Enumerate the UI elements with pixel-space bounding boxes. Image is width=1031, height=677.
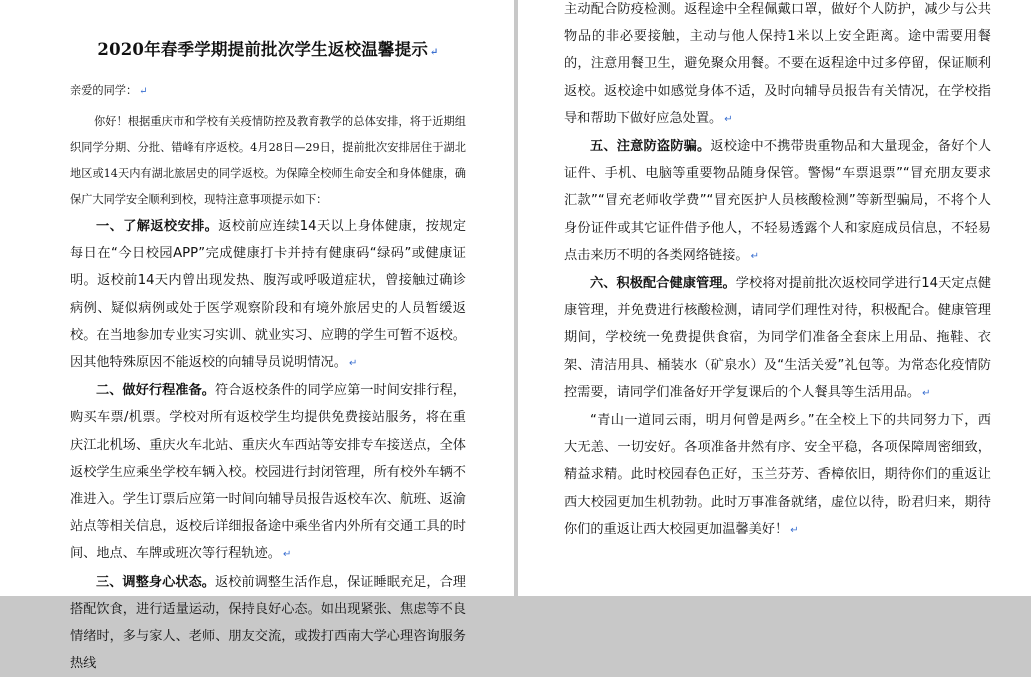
document-title: 2020年春季学期提前批次学生返校温馨提示 ↵ <box>97 40 439 59</box>
page-content <box>0 0 514 677</box>
section-body: 返校前应连续14天以上身体健康，按规定每日在“今日校园APP”完成健康打卡并持有健康码“绿码”或健康证明。返校前14天内曾出现发热、腹泻或呼吸道症状，曾接触过确诊病例、疑似病例或处于医学观察阶段和有境外旅居史的人员暂缓返校。在当地参加专业实习实训、就业实习、应聘的学生可暂不返校。因其他特殊原因不能返校的向辅导员说明情况。 <box>70 219 467 371</box>
section-heading: 三、调整身心状态。 <box>96 574 215 590</box>
section-heading: 二、做好行程准备。 <box>96 383 215 399</box>
paragraph-mark-icon: ↵ <box>750 250 760 262</box>
document-page-right <box>518 0 1031 596</box>
paragraph-mark-icon: ↵ <box>922 387 931 399</box>
page-content <box>518 0 1031 544</box>
section-heading: 一、了解返校安排。 <box>96 219 219 234</box>
section-paragraph <box>70 569 466 677</box>
section-paragraph <box>564 270 991 407</box>
section-paragraph <box>70 377 466 568</box>
section-paragraph <box>70 213 466 377</box>
closing-paragraph: “青山一道同云雨，明月何曾是两乡。”在全校上下的共同努力下，西大无恙、一切安好。各项准备井然有序、安全平稳，各项保障周密细致，精益求精。此时校园春色正好，玉兰芬芳、香樟依旧，期待你们的重返让西大校园更加生机勃勃。此时万事准备就绪，虚位以待，盼君归来，期待你们的重返让西大校园更加温馨美好！ ↵ <box>564 413 991 537</box>
section-body: 返校途中不携带贵重物品和大量现金，备好个人证件、手机、电脑等重要物品随身保管。警惕“车票退票”“冒充朋友要求汇款”“冒充老师收学费”“冒充医护人员核酸检测”等新型骗局，不将个人身份证件或其它证件借予他人，不轻易透露个人和家庭成员信息，不轻易点击来历不明的各类网络链接。 <box>564 139 992 263</box>
paragraph-mark-icon: ↵ <box>139 86 148 97</box>
paragraph-mark-icon: ↵ <box>283 549 292 561</box>
paragraph-mark-icon: ↵ <box>348 358 358 370</box>
intro-paragraph: 你好！根据重庆市和学校有关疫情防控及教育教学的总体安排，将于近期组织同学分期、分批、错峰有序返校。4月28日—29日，提前批次安排居住于湖北地区或14天内有湖北旅居史的同学返校。为保障全校师生命安全和身体健康，确保广大同学安全顺利到校，现特注意事项提示如下： <box>70 115 466 206</box>
continuation-paragraph: 主动配合防疫检测。返程途中全程佩戴口罩，做好个人防护，减少与公共物品的非必要接触，主动与他人保持1米以上安全距离。途中需要用餐的，注意用餐卫生，避免聚众用餐。不要在返程途中过多停留，保证顺利返校。返校途中如感觉身体不适，及时向辅导员报告有关情况，在学校指导和帮助下做好应急处置。 ↵ <box>564 2 991 126</box>
section-heading: 六、积极配合健康管理。 <box>590 276 736 292</box>
section-heading: 五、注意防盗防骗。 <box>590 139 711 155</box>
section-paragraph <box>564 133 991 270</box>
salutation: 亲爱的同学： ↵ <box>70 84 148 97</box>
section-body: 学校将对提前批次返校同学进行14天定点健康管理，并免费进行核酸检测，请同学们理性对待，积极配合。健康管理期间，学校统一免费提供食宿，为同学们准备全套床上用品、拖鞋、衣架、清洁用具、桶装水（矿泉水）及“生活关爱”礼包等。为常态化疫情防控需要，请同学们准备好开学复课后的个人餐具等生活用品。 <box>564 276 992 400</box>
document-page-left <box>0 0 514 672</box>
paragraph-mark-icon: ↵ <box>790 524 799 536</box>
section-body: 符合返校条件的同学应第一时间安排行程，购买车票/机票。学校对所有返校学生均提供免费接站服务，将在重庆江北机场、重庆火车北站、重庆火车西站等安排专车接送点，全体返校学生应乘坐学校车辆入校。校园进行封闭管理，所有校外车辆不准进入。学生订票后应第一时间向辅导员报告返校车次、航班、返渝站点等相关信息，返校后详细报备途中乘坐省内外所有交通工具的时间、地点、车牌或班次等行程轨迹。 <box>70 383 466 562</box>
paragraph-mark-icon: ↵ <box>430 47 439 58</box>
section-body: 返校前调整生活作息，保证睡眠充足，合理搭配饮食，进行适量运动，保持良好心态。如出现紧张、焦虑等不良情绪时，多与家人、老师、朋友交流，或拨打西南大学心理咨询服务热线 <box>70 574 466 672</box>
paragraph-mark-icon: ↵ <box>724 113 733 125</box>
